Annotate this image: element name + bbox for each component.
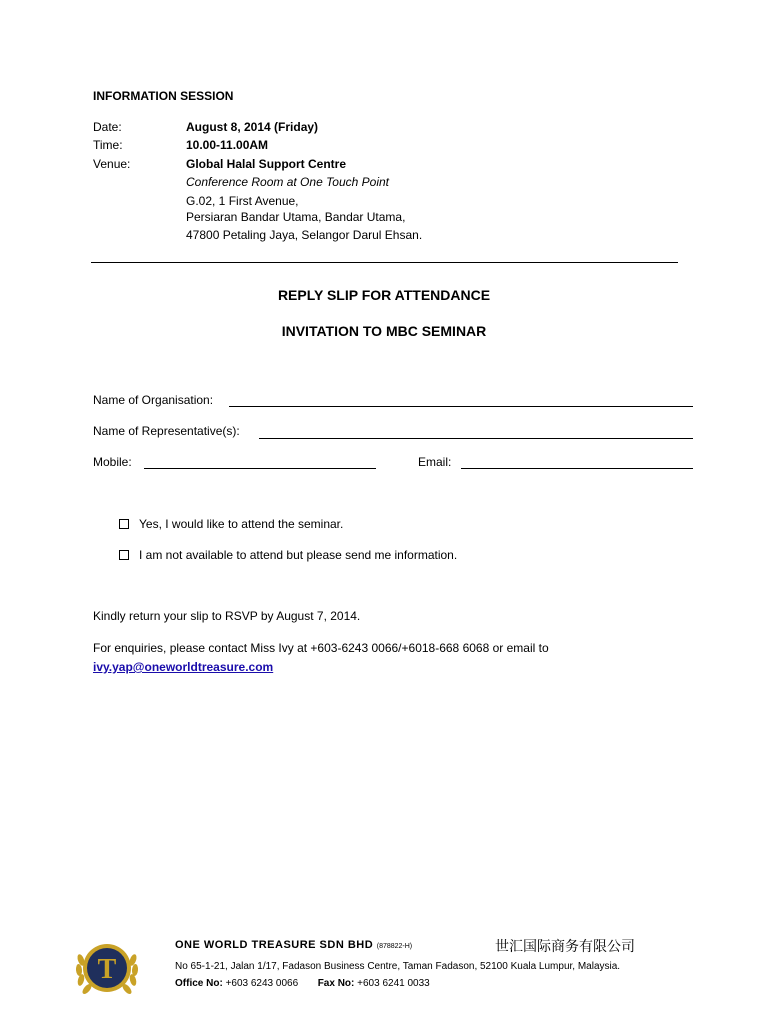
venue-name: Global Halal Support Centre	[186, 157, 347, 171]
attend-option-label: Yes, I would like to attend the seminar.	[139, 517, 344, 531]
representative-field[interactable]	[259, 438, 693, 439]
email-label: Email:	[418, 455, 452, 469]
company-chinese-name: 世汇国际商务有限公司	[495, 939, 635, 955]
company-name: ONE WORLD TREASURE SDN BHD	[175, 939, 374, 951]
time-label: Time:	[93, 138, 123, 152]
date-value: August 8, 2014 (Friday)	[186, 120, 319, 134]
company-address: No 65-1-21, Jalan 1/17, Fadason Business Centre, Taman Fadason, 52100 Kuala Lumpur, Malaysia.	[175, 961, 621, 972]
company-registration: (878822-H)	[376, 943, 413, 950]
logo-letter: T	[97, 954, 117, 985]
office-label: Office No:	[175, 978, 223, 989]
fax-number: +603 6241 0033	[357, 978, 430, 989]
info-option-label: I am not available to attend but please send me information.	[139, 548, 458, 562]
time-value: 10.00-11.00AM	[186, 138, 269, 152]
mobile-field[interactable]	[144, 468, 376, 469]
address-line-1: G.02, 1 First Avenue,	[186, 194, 299, 208]
company-contact	[175, 977, 430, 991]
venue-label: Venue:	[93, 157, 131, 171]
venue-room: Conference Room at One Touch Point	[186, 175, 390, 189]
section-divider	[91, 262, 678, 263]
reply-slip-title: REPLY SLIP FOR ATTENDANCE	[277, 287, 491, 303]
email-field[interactable]	[461, 468, 693, 469]
logo-emblem-icon	[73, 934, 141, 1002]
organisation-label: Name of Organisation:	[93, 393, 214, 407]
representative-label: Name of Representative(s):	[93, 424, 240, 438]
enquiry-note: For enquiries, please contact Miss Ivy at +603-6243 0066/+6018-668 6068 or email to	[93, 641, 549, 655]
enquiry-email-link[interactable]: ivy.yap@oneworldtreasure.com	[93, 660, 274, 674]
info-checkbox[interactable]	[119, 550, 129, 560]
fax-label: Fax No:	[317, 978, 355, 989]
mobile-label: Mobile:	[93, 455, 132, 469]
address-line-3: 47800 Petaling Jaya, Selangor Darul Ehsan.	[186, 228, 423, 242]
company-logo	[73, 934, 141, 1002]
attend-checkbox[interactable]	[119, 519, 129, 529]
date-label: Date:	[93, 120, 122, 134]
company-name-line	[175, 939, 412, 951]
address-line-2: Persiaran Bandar Utama, Bandar Utama,	[186, 210, 406, 224]
organisation-field[interactable]	[229, 406, 693, 407]
return-note: Kindly return your slip to RSVP by August 7, 2014.	[93, 609, 361, 623]
invitation-title: INVITATION TO MBC SEMINAR	[281, 323, 487, 339]
session-title: INFORMATION SESSION	[93, 89, 234, 103]
office-number: +603 6243 0066	[225, 978, 299, 989]
